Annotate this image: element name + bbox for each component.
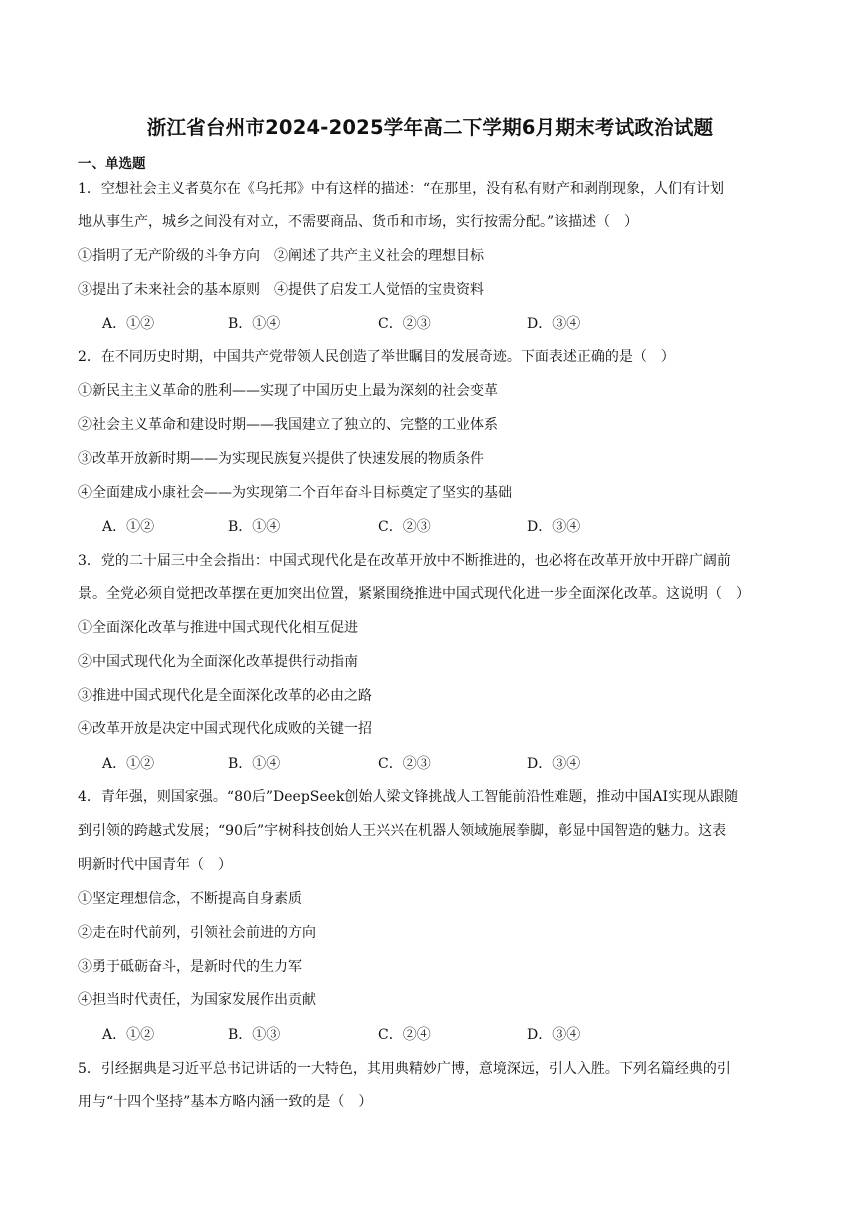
- question-4-stem-line-1: 4．青年强，则国家强。“80后”DeepSeek创始人梁文锋挑战人工智能前沿性难题，推动中国AI实现从跟随: [78, 789, 739, 805]
- option-a: A．①②: [102, 316, 155, 332]
- option-b: B．①④: [228, 316, 281, 332]
- question-3-item-2: ②中国式现代化为全面深化改革提供行动指南: [78, 654, 358, 670]
- question-2-stem-line-1: 2．在不同历史时期，中国共产党带领人民创造了举世瞩目的发展奇迹。下面表述正确的是（ ）: [78, 349, 675, 365]
- question-1-stem-line-2: 地从事生产，城乡之间没有对立，不需要商品、货币和市场，实行按需分配。”该描述（ ）: [78, 214, 639, 230]
- option-d: D．③④: [527, 519, 581, 535]
- page-title: 浙江省台州市2024-2025学年高二下学期6月期末考试政治试题: [146, 116, 714, 139]
- question-4-stem-line-2: 到引领的跨越式发展；“90后”宇树科技创始人王兴兴在机器人领域施展拳脚，彰显中国智造的魅力。这表: [78, 823, 727, 839]
- question-5-stem-line-2: 用与“十四个坚持”基本方略内涵一致的是（ ）: [78, 1094, 373, 1110]
- question-4-item-4: ④担当时代责任，为国家发展作出贡献: [78, 992, 316, 1008]
- question-3-item-3: ③推进中国式现代化是全面深化改革的必由之路: [78, 688, 372, 704]
- question-5-stem-line-1: 5．引经据典是习近平总书记讲话的一大特色，其用典精妙广博，意境深远，引人入胜。下列名篇经典的引: [78, 1061, 731, 1077]
- question-4-item-2: ②走在时代前列，引领社会前进的方向: [78, 925, 316, 941]
- question-2-item-3: ③改革开放新时期——为实现民族复兴提供了快速发展的物质条件: [78, 451, 484, 467]
- option-a: A．①②: [102, 756, 155, 772]
- question-1-item-2: ③提出了未来社会的基本原则 ④提供了启发工人觉悟的宝贵资料: [78, 282, 484, 298]
- option-d: D．③④: [527, 1027, 581, 1043]
- question-3-item-4: ④改革开放是决定中国式现代化成败的关键一招: [78, 721, 372, 737]
- question-3-stem-line-2: 景。全党必须自觉把改革摆在更加突出位置，紧紧围绕推进中国式现代化进一步全面深化改革。这说明（ ）: [78, 586, 750, 602]
- question-2-item-1: ①新民主主义革命的胜利——实现了中国历史上最为深刻的社会变革: [78, 383, 498, 399]
- option-d: D．③④: [527, 756, 581, 772]
- question-3-stem-line-1: 3．党的二十届三中全会指出：中国式现代化是在改革开放中不断推进的，也必将在改革开放中开辟广阔前: [78, 553, 731, 569]
- option-b: B．①④: [228, 756, 281, 772]
- question-2-item-2: ②社会主义革命和建设时期——我国建立了独立的、完整的工业体系: [78, 417, 498, 433]
- question-1-item-1: ①指明了无产阶级的斗争方向 ②阐述了共产主义社会的理想目标: [78, 248, 484, 264]
- option-b: B．①③: [228, 1027, 281, 1043]
- option-c: C．②③: [378, 519, 431, 535]
- option-c: C．②③: [378, 756, 431, 772]
- option-d: D．③④: [527, 316, 581, 332]
- question-2-item-4: ④全面建成小康社会——为实现第二个百年奋斗目标奠定了坚实的基础: [78, 485, 512, 501]
- section-heading: 一、单选题: [78, 156, 146, 172]
- option-a: A．①②: [102, 519, 155, 535]
- option-b: B．①④: [228, 519, 281, 535]
- option-c: C．②③: [378, 316, 431, 332]
- option-c: C．②④: [378, 1027, 431, 1043]
- question-4-stem-line-3: 明新时代中国青年（ ）: [78, 857, 232, 873]
- question-4-item-1: ①坚定理想信念，不断提高自身素质: [78, 891, 302, 907]
- question-4-item-3: ③勇于砥砺奋斗，是新时代的生力军: [78, 959, 302, 975]
- question-1-stem-line-1: 1．空想社会主义者莫尔在《乌托邦》中有这样的描述：“在那里，没有私有财产和剥削现象，人们有计划: [78, 181, 725, 197]
- question-3-item-1: ①全面深化改革与推进中国式现代化相互促进: [78, 620, 358, 636]
- option-a: A．①②: [102, 1027, 155, 1043]
